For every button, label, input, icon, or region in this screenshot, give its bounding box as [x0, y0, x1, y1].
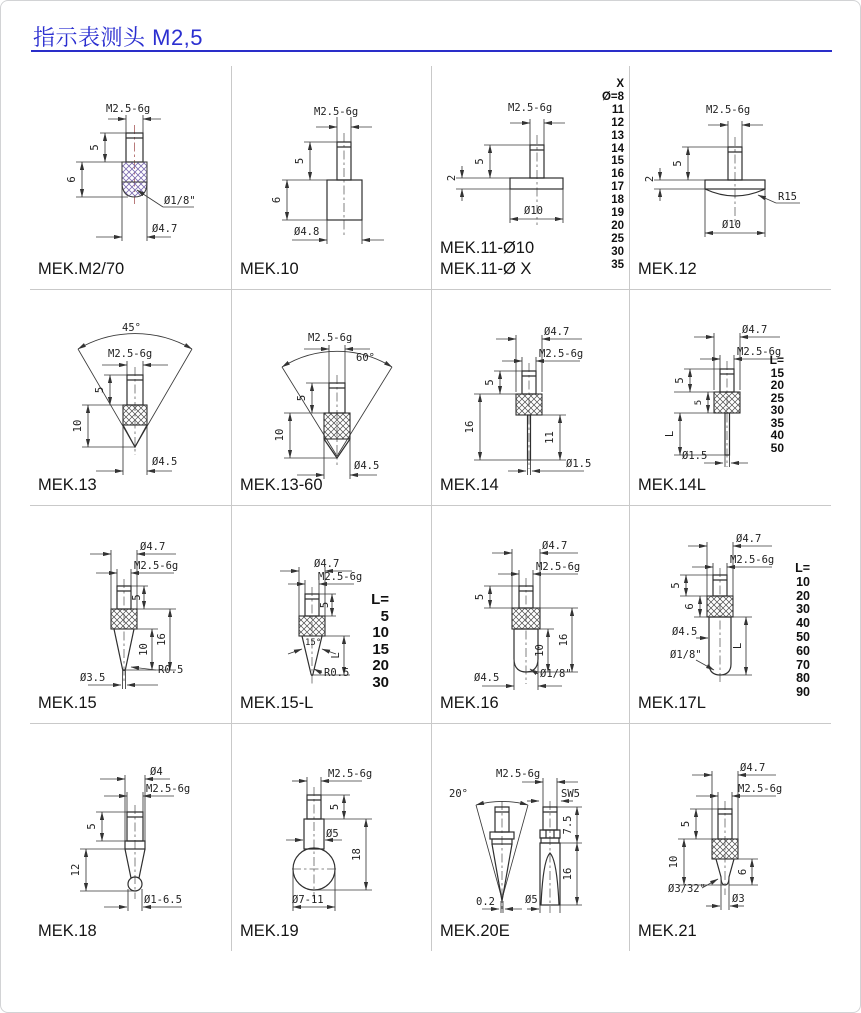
dim-label-6: 6: [737, 868, 749, 876]
cell-mek-19: [232, 724, 432, 951]
dim-label-5: 5: [474, 593, 486, 601]
side-list-item: 35: [770, 415, 784, 430]
dim-label-5: 5: [131, 594, 143, 601]
technical-drawing-mek-19: [232, 727, 432, 927]
dim-label-5: 5: [319, 601, 331, 609]
dim-label-r: R0.5: [158, 664, 184, 676]
technical-drawing-mek-15: [30, 509, 230, 699]
cell-mek-21: [630, 724, 831, 951]
dim-label-sw: SW5: [561, 788, 580, 800]
model-label: MEK.15-L: [240, 694, 314, 712]
technical-drawing-mek-18: [30, 727, 230, 927]
dim-label-16: 16: [464, 420, 476, 434]
model-label: MEK.13: [38, 476, 97, 494]
dim-label-dia: Ø4.5: [354, 460, 380, 472]
model-label: MEK.11-Ø X: [440, 260, 532, 278]
dim-label-r: R0.5: [324, 667, 350, 679]
dim-label-6: 6: [684, 603, 696, 610]
dim-label-5: 5: [474, 158, 486, 165]
cell-mek-10: [232, 66, 432, 290]
dim-label-16: 16: [558, 633, 570, 647]
dim-label-5: 5: [296, 394, 308, 402]
side-list-item: 18: [611, 194, 624, 207]
side-list-item: 30: [611, 245, 624, 258]
side-list-item: 90: [796, 685, 810, 700]
dim-label-ball: Ø1/8": [540, 668, 572, 680]
side-list-item: 10: [796, 574, 810, 589]
dim-label-5: 5: [329, 803, 341, 811]
dim-label-knurl-5: 5: [694, 399, 704, 406]
technical-drawing-mek-20e: [432, 727, 632, 927]
dim-label-tip: Ø3.5: [80, 672, 106, 684]
dim-label-thread: M2.5-6g: [146, 783, 191, 795]
dim-label-tip: Ø1.5: [566, 458, 592, 470]
dim-label-5: 5: [89, 144, 101, 151]
dim-label-ball: Ø1/8": [670, 649, 702, 661]
technical-drawing-mek-16: [432, 509, 632, 699]
dim-label-angle: 45°: [122, 322, 141, 334]
model-label: MEK.14L: [638, 476, 706, 494]
side-list-item: L=: [371, 591, 389, 608]
dim-label-5: 5: [674, 377, 686, 384]
dim-label-6: 6: [66, 176, 78, 183]
side-list-item: L=: [769, 353, 784, 367]
side-list-item: 20: [796, 588, 810, 603]
mek17l-length-list: [780, 562, 810, 700]
side-list-item: Ø=8: [601, 90, 624, 103]
dim-label-angle: 20°: [449, 788, 468, 800]
cell-mek-15: [30, 506, 232, 724]
mek11-diameter-list: [590, 78, 624, 272]
technical-drawing-mek-13: [30, 297, 230, 483]
cell-mek-12: [630, 66, 831, 290]
side-list-item: 5: [380, 607, 389, 625]
dim-label-18: 18: [351, 848, 363, 861]
dim-label-dia: Ø5: [525, 894, 538, 906]
dim-label-dia: Ø4.7: [152, 223, 178, 235]
dim-label-12: 12: [70, 863, 82, 877]
dim-label-L: L: [664, 430, 676, 438]
technical-drawing-mek-m2-70: [30, 85, 230, 261]
side-list-item: 30: [372, 673, 389, 691]
dim-label-tip: Ø1/8": [164, 195, 196, 207]
dim-label-6: 6: [271, 196, 283, 204]
caption-block: [440, 475, 499, 496]
side-list-item: L=: [795, 561, 810, 575]
technical-drawing-mek-15l: [232, 509, 432, 699]
cell-mek-11: [432, 66, 630, 290]
dim-label-base: Ø4.5: [474, 672, 500, 684]
side-list-item: 50: [796, 629, 810, 644]
dim-label-thread: M2.5-6g: [106, 103, 151, 115]
side-list-item: 20: [611, 219, 624, 232]
dim-label-thread: M2.5-6g: [738, 783, 783, 795]
dim-label-dia: Ø4.7: [742, 324, 768, 336]
cell-mek-20e: [432, 724, 630, 951]
caption-block: [240, 693, 313, 714]
dim-label-angle: 15°: [305, 638, 322, 648]
caption-block: [638, 475, 706, 496]
technical-drawing-mek-10: [232, 85, 432, 261]
dim-label-75: 7.5: [562, 815, 574, 835]
dim-label-thread: M2.5-6g: [536, 561, 581, 573]
caption-block: [440, 238, 534, 280]
side-list-item: 80: [796, 671, 810, 686]
dim-label-neck: Ø5: [326, 828, 339, 840]
dim-label-thread: M2.5-6g: [314, 106, 359, 118]
technical-drawing-mek-14l: [630, 297, 830, 483]
side-list-item: 13: [611, 129, 624, 142]
dim-label-dia: Ø10: [524, 205, 543, 217]
side-list-item: 40: [796, 616, 810, 631]
dim-label-radius: R15: [778, 191, 797, 203]
side-list-item: 50: [770, 440, 784, 455]
dim-label-L: L: [732, 642, 744, 650]
dim-label-ball: Ø7-11: [292, 894, 324, 906]
side-list-item: 10: [372, 624, 389, 642]
cell-mek-16: [432, 506, 630, 724]
dim-label-5: 5: [670, 582, 682, 589]
caption-block: [38, 259, 124, 280]
side-list-item: 11: [611, 103, 624, 116]
dim-label-thread: M2.5-6g: [308, 332, 353, 344]
dim-label-tip: Ø1-6.5: [144, 894, 182, 906]
caption-block: [38, 921, 97, 942]
caption-block: [240, 921, 299, 942]
model-label: MEK.16: [440, 694, 499, 712]
dim-label-tip: 0.2: [476, 896, 495, 908]
side-list-item: 30: [796, 602, 810, 617]
dim-label-2: 2: [446, 174, 458, 182]
dim-label-16: 16: [562, 867, 574, 881]
caption-block: [440, 693, 499, 714]
model-label: MEK.20E: [440, 922, 510, 940]
model-label: MEK.19: [240, 922, 299, 940]
side-list-item: 20: [372, 657, 389, 675]
mek15l-length-list: [355, 592, 389, 692]
dim-label-5: 5: [672, 160, 684, 167]
mek14l-length-list: [758, 354, 784, 454]
side-list-item: 14: [611, 142, 624, 155]
side-list-item: 17: [611, 181, 624, 194]
dim-label-dia: Ø4.7: [314, 558, 340, 570]
dim-label-5: 5: [86, 823, 98, 830]
dim-label-thread: M2.5-6g: [108, 348, 153, 360]
cell-mek-13-60: [232, 290, 432, 506]
dim-label-angle: 60°: [356, 352, 375, 364]
model-label: MEK.18: [38, 922, 97, 940]
dim-label-dia: Ø4.8: [294, 226, 320, 238]
dim-label-dia: Ø4: [150, 766, 163, 778]
dim-label-thread: M2.5-6g: [318, 571, 363, 583]
dim-label-dia: Ø4.5: [152, 456, 178, 468]
cell-mek-14l: [630, 290, 831, 506]
model-label: MEK.M2/70: [38, 260, 125, 278]
side-list-item: 15: [611, 155, 624, 168]
dim-label-5: 5: [94, 386, 106, 394]
side-list-item: 20: [770, 378, 784, 392]
cell-mek-m2-70: [30, 66, 232, 290]
model-label: MEK.15: [38, 694, 97, 712]
dim-label-5: 5: [294, 157, 306, 165]
dim-label-thread: M2.5-6g: [539, 348, 584, 360]
side-list-item: X: [616, 78, 624, 90]
side-list-item: 16: [611, 168, 624, 181]
dim-label-dia: Ø4.7: [140, 541, 166, 553]
dim-label-2: 2: [644, 175, 656, 183]
side-list-item: 15: [770, 365, 784, 380]
dim-label-thread: M2.5-6g: [134, 560, 179, 572]
page-title: 指示表测头 M2,5: [33, 25, 204, 50]
dim-label-10: 10: [534, 644, 546, 657]
title-underline: [31, 50, 832, 52]
dim-label-thread: M2.5-6g: [737, 346, 782, 358]
side-list-item: 40: [770, 428, 784, 442]
model-label: MEK.14: [440, 476, 499, 494]
dim-label-tip: Ø1.5: [682, 450, 708, 462]
dim-label-thread: M2.5-6g: [496, 768, 541, 780]
technical-drawing-mek-21: [630, 727, 830, 927]
model-label: MEK.13-60: [240, 476, 323, 494]
model-label: MEK.17L: [638, 694, 706, 712]
dim-label-tip: Ø3: [732, 893, 745, 905]
dim-label-16: 16: [156, 633, 168, 646]
side-list-item: 30: [770, 403, 784, 417]
technical-drawing-mek-12: [630, 85, 830, 261]
cell-mek-17l: [630, 506, 831, 724]
dim-label-10: 10: [72, 419, 84, 433]
side-list-item: 35: [611, 258, 624, 271]
dim-label-dia: Ø4.7: [736, 533, 762, 545]
model-label: MEK.11-Ø10: [440, 239, 535, 257]
side-list-item: 25: [770, 390, 784, 405]
dim-label-11: 11: [544, 431, 556, 444]
model-label: MEK.21: [638, 922, 697, 940]
dim-label-thread: M2.5-6g: [730, 554, 775, 566]
side-list-item: 70: [796, 657, 810, 672]
side-list-item: 15: [372, 640, 389, 658]
cell-mek-15l: [232, 506, 432, 724]
caption-block: [38, 475, 97, 496]
cell-mek-13: [30, 290, 232, 506]
cell-mek-14: [432, 290, 630, 506]
technical-drawing-mek-13-60: [232, 297, 432, 483]
dim-label-thread: M2.5-6g: [706, 104, 751, 116]
cell-mek-18: [30, 724, 232, 951]
side-list-item: 19: [611, 207, 624, 220]
dim-label-L: L: [330, 652, 342, 659]
caption-block: [240, 259, 299, 280]
dim-label-shaft: Ø4.5: [672, 626, 698, 638]
caption-block: [440, 921, 510, 942]
caption-block: [38, 693, 97, 714]
side-list-item: 60: [796, 643, 810, 658]
technical-drawing-mek-14: [432, 297, 632, 483]
dim-label-dia: Ø10: [722, 219, 741, 231]
caption-block: [638, 921, 697, 942]
dim-label-5: 5: [680, 820, 692, 828]
caption-block: [638, 259, 697, 280]
dim-label-10: 10: [274, 428, 286, 442]
dim-label-thread: M2.5-6g: [328, 768, 373, 780]
dim-label-10: 10: [668, 855, 680, 869]
dim-label-dia: Ø4.7: [544, 326, 570, 338]
side-list-item: 12: [611, 116, 624, 129]
dim-label-10: 10: [138, 643, 150, 656]
model-label: MEK.12: [638, 260, 697, 278]
caption-block: [240, 475, 323, 496]
model-label: MEK.10: [240, 260, 299, 278]
dim-label-thread: M2.5-6g: [508, 102, 553, 114]
dim-label-ball: Ø3/32": [668, 883, 706, 895]
caption-block: [638, 693, 706, 714]
dim-label-dia: Ø4.7: [740, 762, 766, 774]
product-grid: [30, 66, 831, 951]
side-list-item: 25: [611, 232, 624, 245]
dim-label-5: 5: [484, 379, 496, 386]
dim-label-dia: Ø4.7: [542, 540, 568, 552]
